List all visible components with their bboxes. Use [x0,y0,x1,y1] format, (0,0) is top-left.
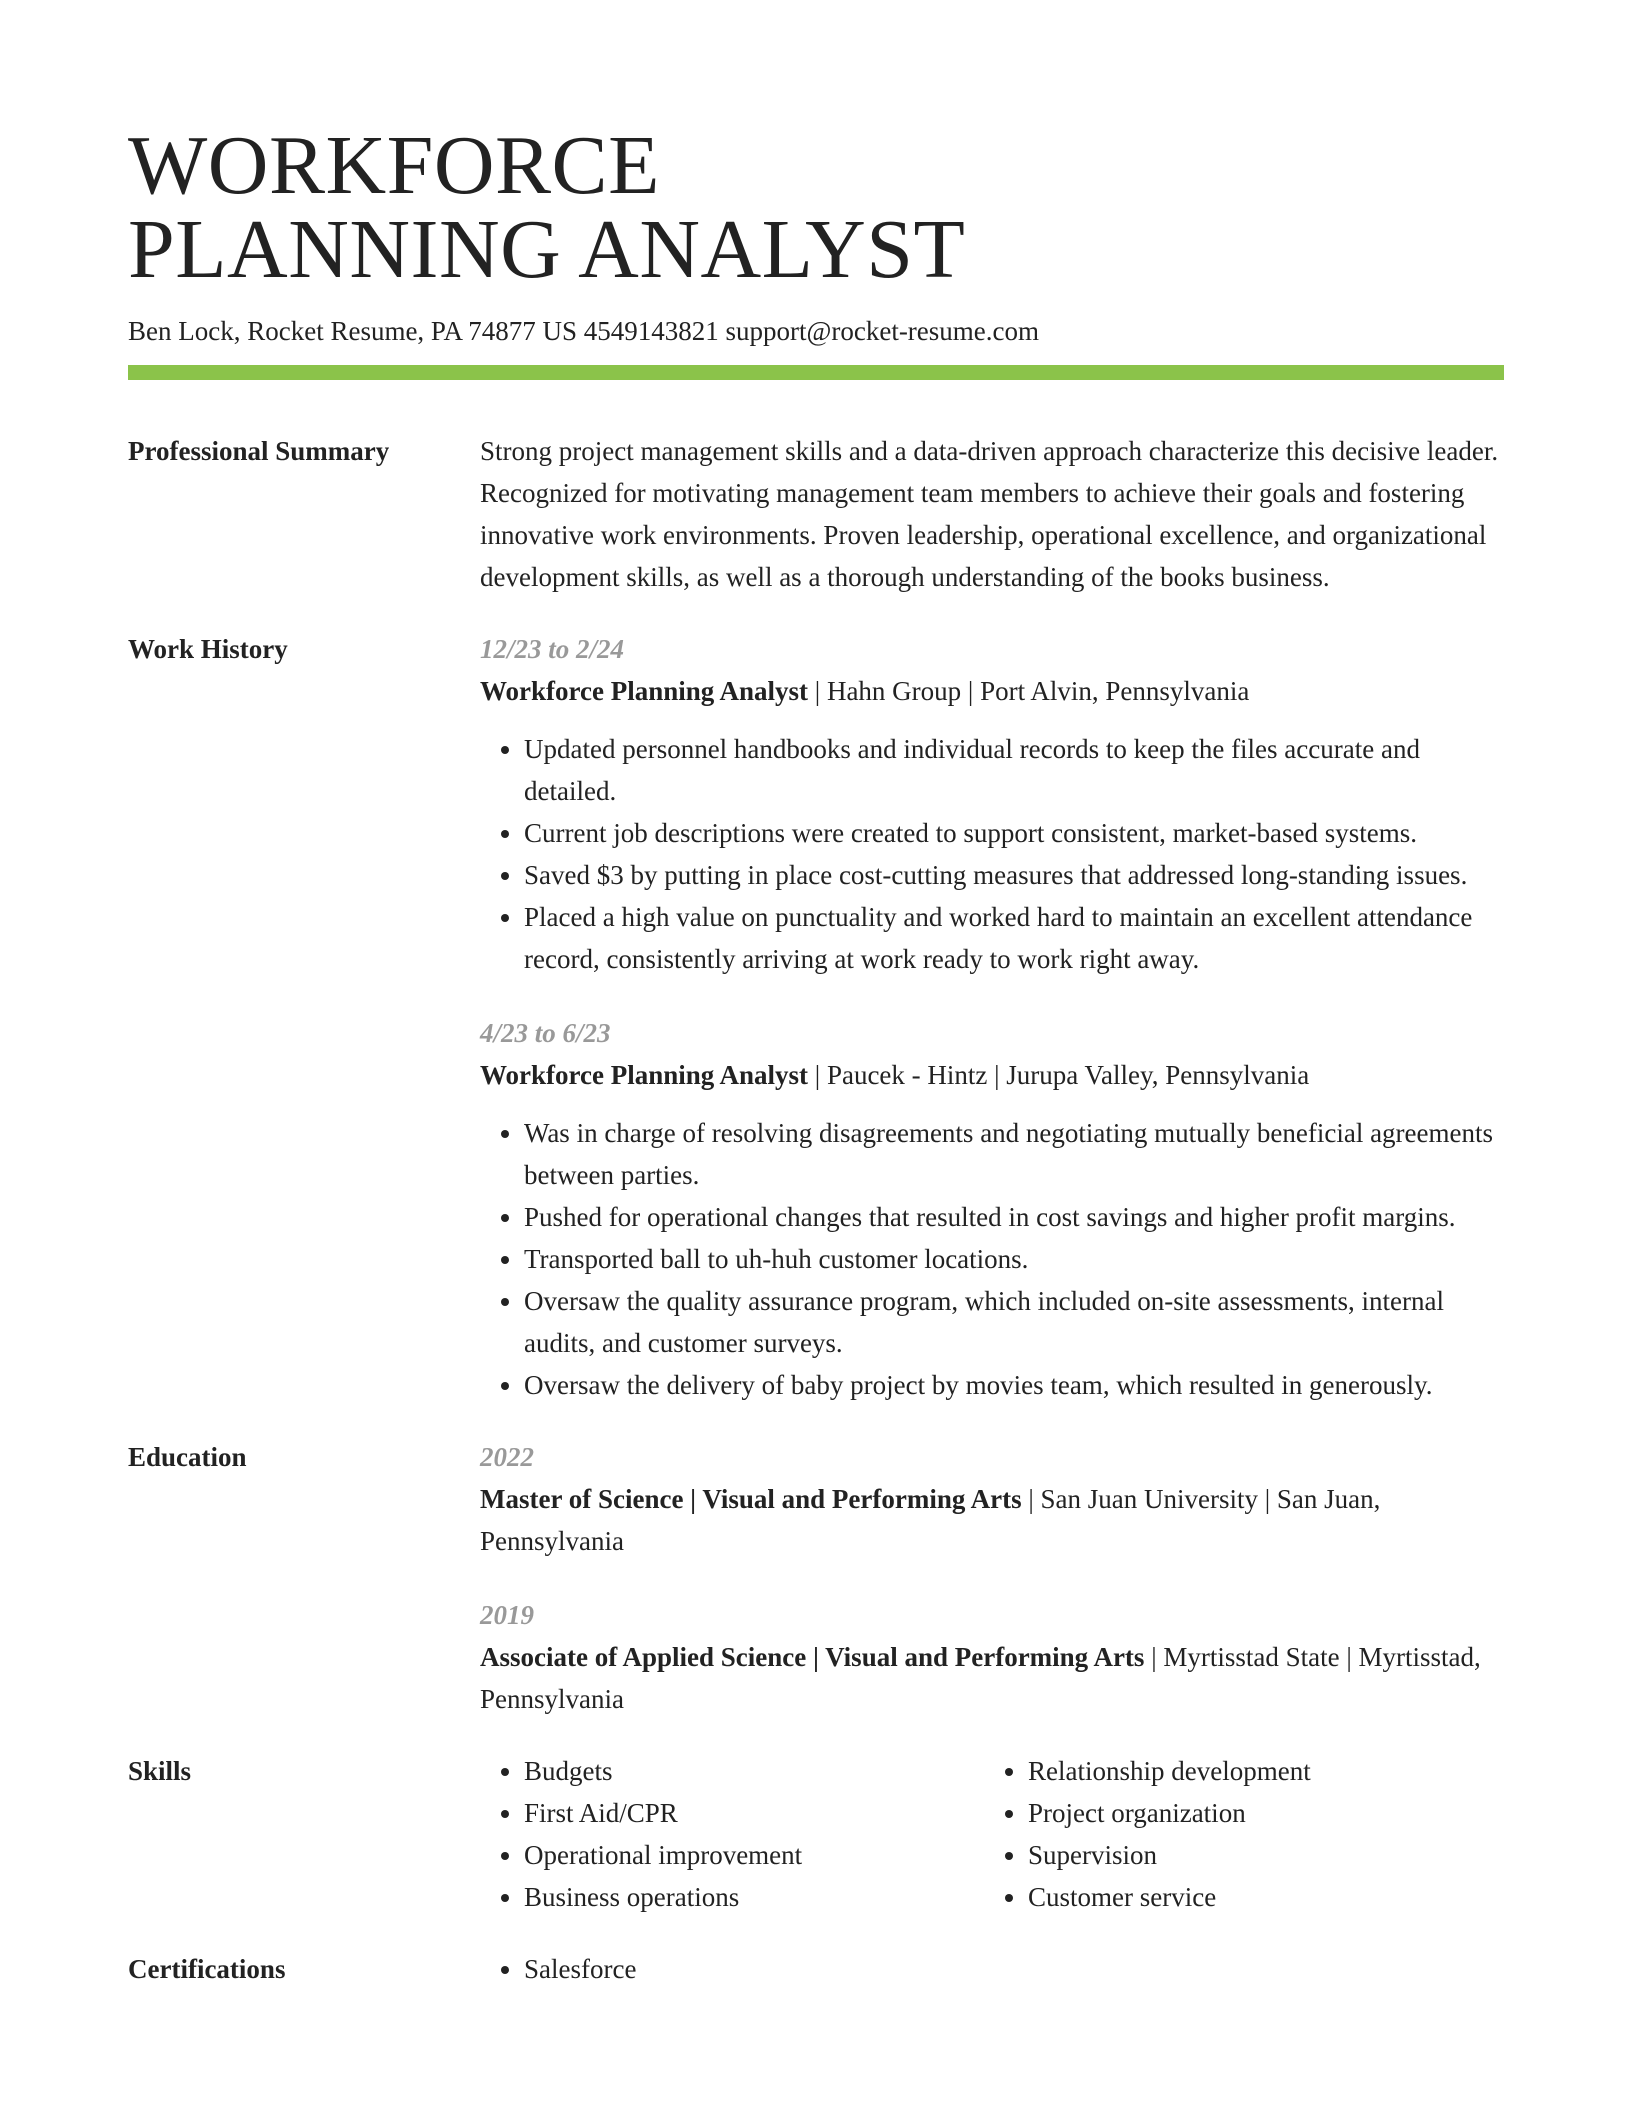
job-heading [480,670,1504,712]
skill-item: • Budgets [524,1750,984,1792]
degree-year: 2022 [480,1442,534,1472]
skill-item: • Customer service [1028,1876,1488,1918]
degree-heading [480,1636,1504,1720]
certifications-section [128,1948,1504,1990]
job-bullet: • Oversaw the delivery of baby project by movies team, which resulted in generously. [524,1364,1504,1406]
summary-section [128,430,1504,598]
skill-item: • Business operations [524,1876,984,1918]
resume-page [128,0,1504,1990]
job-details: | Hahn Group | Port Alvin, Pennsylvania [808,676,1250,706]
skills-column-2 [984,1750,1488,1918]
certifications-list [480,1948,1504,1990]
job-bullet: • Was in charge of resolving disagreements and negotiating mutually beneficial agreements between parties. [524,1112,1504,1196]
job-heading [480,1054,1504,1096]
summary-label: Professional Summary [128,436,390,466]
skill-item: • Supervision [1028,1834,1488,1876]
degree-entry [480,1436,1504,1562]
education-section [128,1436,1504,1720]
work-history-label: Work History [128,634,288,664]
degree-name: Master of Science | Visual and Performing Arts [480,1484,1022,1514]
job-bullet: • Saved $3 by putting in place cost-cutting measures that addressed long-standing issues. [524,854,1504,896]
title-line-1: WORKFORCE [128,119,660,212]
job-title: Workforce Planning Analyst [480,1060,809,1090]
certifications-label: Certifications [128,1954,286,1984]
degree-entry [480,1594,1504,1720]
summary-text: Strong project management skills and a data-driven approach characterize this decisive leader. Recognized for motivating management team members to achieve their goals and fostering innovative work environments. Proven leadership, operational excellence, and organizational development skills, as well as a thorough understanding of the books business. [480,436,1499,592]
skill-item: • Relationship development [1028,1750,1488,1792]
job-entry [480,628,1504,980]
skill-item: • First Aid/CPR [524,1792,984,1834]
job-bullet: • Current job descriptions were created to support consistent, market-based systems. [524,812,1504,854]
education-label: Education [128,1442,247,1472]
job-bullet: • Pushed for operational changes that resulted in cost savings and higher profit margins. [524,1196,1504,1238]
job-dates: 12/23 to 2/24 [480,634,625,664]
degree-year: 2019 [480,1600,534,1630]
skills-section [128,1750,1504,1918]
contact-line: Ben Lock, Rocket Resume, PA 74877 US 4549143821 support@rocket-resume.com [128,316,1040,346]
job-bullet: • Updated personnel handbooks and individual records to keep the files accurate and detailed. [524,728,1504,812]
job-bullet: • Transported ball to uh-huh customer locations. [524,1238,1504,1280]
job-bullet: • Placed a high value on punctuality and worked hard to maintain an excellent attendance record, consistently arriving at work ready to work right away. [524,896,1504,980]
job-bullet: • Oversaw the quality assurance program, which included on-site assessments, internal audits, and customer surveys. [524,1280,1504,1364]
job-dates: 4/23 to 6/23 [480,1018,611,1048]
degree-heading [480,1478,1504,1562]
skill-item: • Operational improvement [524,1834,984,1876]
skills-label: Skills [128,1756,192,1786]
job-entry [480,1012,1504,1406]
accent-divider [128,365,1504,380]
resume-title [128,0,1504,296]
degree-details: | San Juan University | San Juan, Pennsylvania [480,1484,1381,1556]
job-title: Workforce Planning Analyst [480,676,809,706]
degree-details: | Myrtisstad State | Myrtisstad, Pennsylvania [480,1642,1481,1714]
job-bullets [480,728,1504,980]
title-line-2: PLANNING ANALYST [128,203,966,296]
job-details: | Paucek - Hintz | Jurupa Valley, Pennsylvania [808,1060,1310,1090]
work-history-section [128,628,1504,1406]
certification-item: • Salesforce [524,1948,1504,1990]
skills-grid [480,1750,1504,1918]
degree-name: Associate of Applied Science | Visual and Performing Arts [480,1642,1145,1672]
skill-item: • Project organization [1028,1792,1488,1834]
job-bullets [480,1112,1504,1406]
skills-column-1 [480,1750,984,1918]
